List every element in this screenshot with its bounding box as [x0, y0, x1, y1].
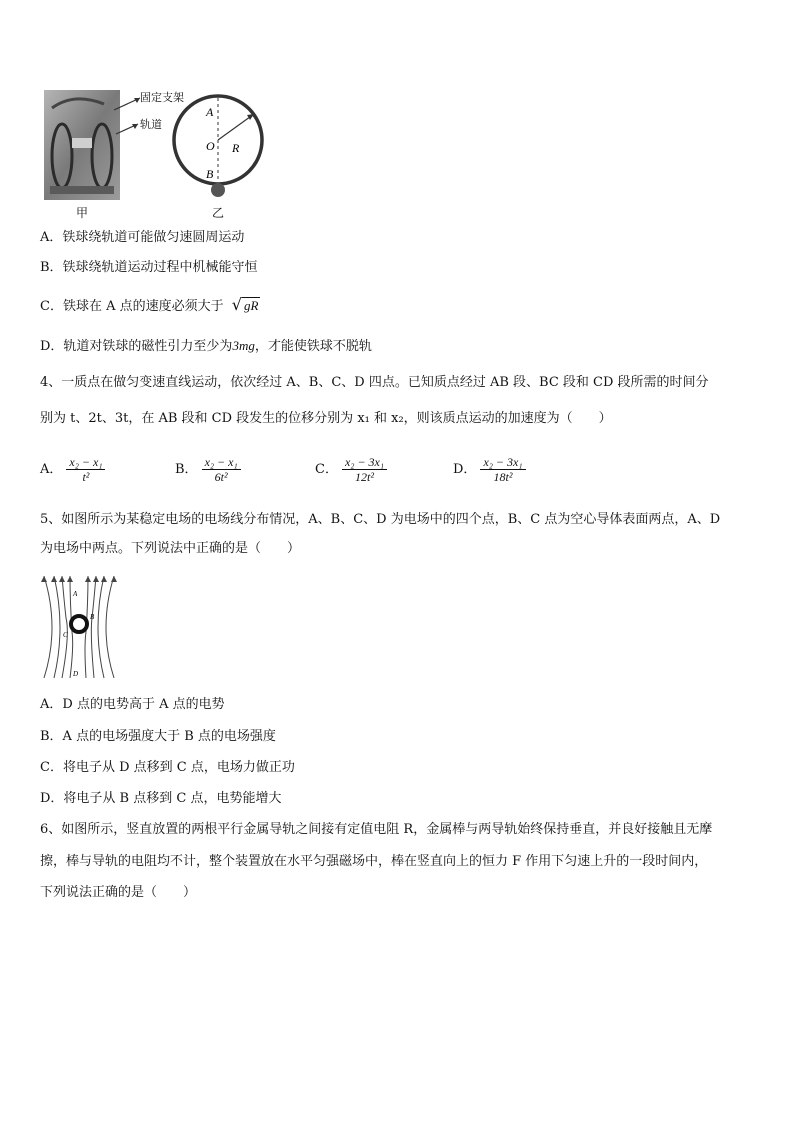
q4-option-c-denominator: 12t²: [355, 470, 374, 484]
q4-option-d-denominator: 18t²: [493, 470, 513, 484]
q4-option-b-label: B．: [175, 462, 198, 477]
q4-option-a-denominator: t²: [82, 470, 90, 484]
q3-option-a: A．铁球绕轨道可能做匀速圆周运动: [40, 230, 245, 245]
point-a-label: A: [206, 105, 214, 119]
q4-stem-line1: 4、一质点在做匀变速直线运动，依次经过 A、B、C、D 四点。已知质点经过 AB 段、BC 段和 CD 段所需的时间分: [40, 375, 709, 390]
q5-stem-line2: 为电场中两点。下列说法中正确的是（ ）: [40, 541, 301, 556]
iron-ball: [211, 183, 225, 197]
q4-option-b: [175, 455, 241, 484]
q6-stem-line1: 6、如图所示，竖直放置的两根平行金属导轨之间接有定值电阻 R，金属棒与两导轨始终保持垂直，并良好接触且无摩: [40, 822, 713, 837]
q3-option-b: B．铁球绕轨道运动过程中机械能守恒: [40, 260, 258, 275]
callout-track-label: 轨道: [140, 118, 162, 131]
q4-option-a: [40, 455, 105, 484]
figure-yi-circle: [170, 92, 270, 202]
field-arrowheads: [41, 576, 117, 582]
electric-field-figure: [40, 572, 118, 682]
q4-option-a-label: A．: [40, 462, 63, 477]
q5-option-b: B．A 点的电场强度大于 B 点的电场强度: [40, 729, 276, 744]
radius-line: [218, 114, 254, 140]
field-point-a: A: [73, 590, 78, 598]
q3-option-c-text: C．铁球在 A 点的速度必须大于: [40, 299, 224, 314]
q4-option-c-label: C．: [315, 462, 338, 477]
q3-option-d-post: ，才能使铁球不脱轨: [254, 339, 372, 354]
hollow-conductor: [71, 616, 87, 632]
field-point-b: B: [90, 613, 95, 621]
q4-option-c-numerator: x₂ − 3x₁: [342, 455, 387, 470]
sqrt-expression: √ gR: [231, 295, 259, 314]
q5-option-c: C．将电子从 D 点移到 C 点，电场力做正功: [40, 760, 295, 775]
field-point-d: D: [73, 670, 79, 678]
q3-option-d-math: 3mg: [232, 338, 255, 353]
q4-stem-line2: 别为 t、2t、3t，在 AB 段和 CD 段发生的位移分别为 x₁ 和 x₂，则该质点运动的加速度为（ ）: [40, 411, 612, 426]
point-b-label: B: [206, 167, 214, 181]
q4-option-a-numerator: x₂ − x₁: [66, 455, 105, 470]
figure-jia-photo: [44, 90, 120, 200]
figure-yi-caption: 乙: [212, 206, 225, 220]
q6-stem-line2: 擦，棒与导轨的电阻均不计，整个装置放在水平匀强磁场中，棒在竖直向上的恒力 F 作用下匀速上升的一段时间内，: [40, 854, 708, 869]
point-o-label: O: [206, 139, 215, 153]
q3-option-d: [40, 337, 372, 356]
figure-jia-caption: 甲: [76, 206, 89, 220]
q4-option-b-denominator: 6t²: [214, 470, 228, 484]
q4-option-d: [453, 455, 526, 484]
q3-option-c: [40, 296, 260, 316]
sqrt-content: gR: [243, 298, 259, 313]
q5-option-d: D．将电子从 B 点移到 C 点，电势能增大: [40, 791, 282, 806]
q4-option-c: [315, 455, 387, 484]
point-r-label: R: [232, 141, 240, 155]
q4-option-d-label: D．: [453, 462, 477, 477]
q3-option-d-pre: D．轨道对铁球的磁性引力至少为: [40, 339, 233, 354]
photo-illustration: [44, 90, 120, 200]
q5-stem-line1: 5、如图所示为某稳定电场的电场线分布情况，A、B、C、D 为电场中的四个点，B、C 点为空心导体表面两点，A、D: [40, 512, 721, 527]
q4-option-b-numerator: x₂ − x₁: [202, 455, 241, 470]
q6-stem-line3: 下列说法正确的是（ ）: [40, 885, 197, 900]
q5-option-a: A．D 点的电势高于 A 点的电势: [40, 697, 225, 712]
field-point-c: C: [63, 631, 68, 639]
callout-support-label: 固定支架: [140, 91, 184, 104]
q4-option-d-numerator: x₂ − 3x₁: [480, 455, 525, 470]
